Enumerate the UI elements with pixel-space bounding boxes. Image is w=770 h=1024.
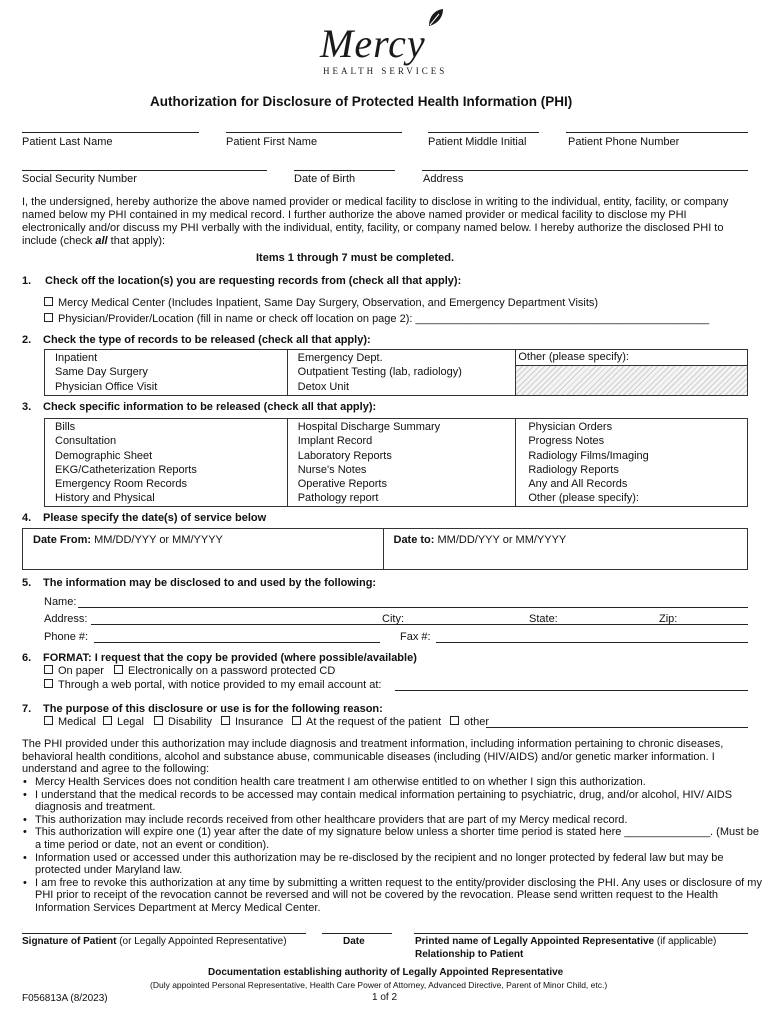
info-option[interactable]: Operative Reports — [297, 478, 387, 491]
info-option[interactable]: Any and All Records — [528, 478, 628, 491]
info-option[interactable]: Radiology Reports — [528, 463, 619, 476]
record-type-other-field[interactable] — [516, 365, 747, 395]
list-item: • This authorization may include records received from other healthcare providers that are part of my Mercy medical record. — [35, 814, 765, 827]
printed-name-label: Printed name of Legally Appointed Representative (if applicable) — [415, 936, 717, 947]
info-option[interactable]: Radiology Films/Imaging — [528, 449, 649, 462]
patient-phone-label: Patient Phone Number — [568, 136, 680, 148]
list-item: • This authorization will expire one (1) year after the date of my signature below unless a shorter time period is stated here ______________. (Must be a time period or date, not an event or condition). — [35, 826, 765, 851]
record-type-option[interactable]: Outpatient Testing (lab, radiology) — [297, 366, 462, 379]
info-option[interactable]: Bills — [55, 421, 76, 433]
section5-number: 5. — [22, 577, 32, 589]
list-item: • Information used or accessed under this authorization may be re-disclosed by the recipient and no longer protected by federal law but may be protected under Maryland law. — [35, 852, 765, 877]
purpose-legal[interactable]: Legal — [103, 716, 144, 728]
section4-number: 4. — [22, 512, 32, 524]
page-number: 1 of 2 — [372, 992, 398, 1003]
checkbox[interactable] — [103, 716, 112, 725]
record-type-other[interactable]: Other (please specify): — [518, 351, 629, 363]
record-type-option[interactable]: Same Day Surgery — [55, 366, 148, 379]
signature-line[interactable] — [22, 933, 306, 934]
location-option-mercy[interactable]: Mercy Medical Center (Includes Inpatient, Same Day Surgery, Observation, and Emergency Department Visits) — [44, 297, 598, 309]
section2-heading: Check the type of records to be released (check all that apply): — [43, 334, 371, 346]
list-item: • Mercy Health Services does not condition health care treatment I am otherwise entitled to on whether I sign this authorization. — [35, 776, 765, 789]
purpose-insurance[interactable]: Insurance — [221, 716, 283, 728]
checkbox[interactable] — [44, 716, 53, 725]
section6-number: 6. — [22, 652, 32, 664]
recipient-address-field[interactable] — [91, 624, 748, 625]
record-type-option[interactable]: Inpatient — [55, 352, 98, 364]
record-type-table — [44, 349, 748, 396]
location-option-physician[interactable]: Physician/Provider/Location (fill in name or check off location on page 2): ________________________________________________ — [44, 313, 709, 325]
email-field[interactable] — [395, 690, 748, 691]
info-option[interactable]: History and Physical — [55, 492, 155, 505]
disclosure-paragraph: The PHI provided under this authorization may include diagnosis and treatment information, including information pertaining to chronic diseases, behavioral health conditions, alcohol and substance abuse, communicable diseases (including (HIV/AIDS) and/or genetic marker information. I understand and agree to the following: — [22, 738, 724, 776]
documentation-label: Documentation establishing authority of Legally Appointed Representative — [208, 967, 564, 978]
info-option[interactable]: Implant Record — [297, 435, 373, 448]
info-option[interactable]: Demographic Sheet — [55, 449, 153, 462]
logo-subtitle: HEALTH SERVICES — [323, 66, 448, 76]
checkbox[interactable] — [292, 716, 301, 725]
format-electronic-cd[interactable]: Electronically on a password protected CD — [114, 665, 335, 677]
ssn-label: Social Security Number — [22, 173, 137, 185]
info-option[interactable]: Emergency Room Records — [55, 478, 188, 491]
checkbox[interactable] — [44, 679, 53, 688]
recipient-state-label: State: — [529, 613, 558, 625]
section1-number: 1. — [22, 275, 32, 287]
section2-number: 2. — [22, 334, 32, 346]
documentation-note: (Duly appointed Personal Representative, Health Care Power of Attorney, Advanced Directive, Parent of Minor Child, etc.) — [150, 980, 608, 990]
recipient-name-field[interactable] — [78, 607, 748, 608]
record-type-option[interactable]: Emergency Dept. — [297, 352, 383, 364]
disclosure-bullets — [22, 776, 765, 915]
purpose-patient-request[interactable]: At the request of the patient — [292, 716, 441, 728]
recipient-phone-label: Phone #: — [44, 631, 89, 643]
record-type-option[interactable]: Detox Unit — [297, 380, 349, 393]
checkbox[interactable] — [44, 665, 53, 674]
section7-number: 7. — [22, 703, 32, 715]
patient-first-name-label: Patient First Name — [226, 136, 318, 148]
form-id: F056813A (8/2023) — [22, 993, 108, 1004]
relationship-label: Relationship to Patient — [415, 949, 524, 960]
signature-label: Signature of Patient (or Legally Appointed Representative) — [22, 936, 287, 947]
leaf-icon — [427, 8, 445, 28]
info-option[interactable]: Nurse's Notes — [297, 463, 367, 476]
date-label: Date — [343, 936, 365, 947]
logo-wordmark: Mercy — [320, 21, 426, 66]
page-title: Authorization for Disclosure of Protected Health Information (PHI) — [150, 94, 573, 109]
date-to-field[interactable]: Date to: MM/DD/YYY or MM/YYYY — [383, 529, 748, 570]
section7-heading: The purpose of this disclosure or use is for the following reason: — [43, 703, 383, 715]
recipient-name-label: Name: — [44, 596, 77, 608]
checkbox[interactable] — [44, 313, 53, 322]
format-web-portal[interactable]: Through a web portal, with notice provided to my email account at: — [44, 679, 381, 691]
info-option[interactable]: Physician Orders — [528, 421, 613, 433]
recipient-city-label: City: — [382, 613, 404, 625]
intro-paragraph: I, the undersigned, hereby authorize the above named provider or medical facility to disclose in writing to the individual, entity, facility, or company named below my PHI contained in my medical record. I further authorize the above named provider or medical facility to disclose my PHI electronically and/or discuss my PHI verbally with the individual, entity, facility, or company named below. I hereby authorize the disclosed PHI to include (check all that apply): — [22, 196, 729, 247]
purpose-disability[interactable]: Disability — [154, 716, 212, 728]
checkbox[interactable] — [450, 716, 459, 725]
date-line[interactable] — [322, 933, 392, 934]
recipient-phone-field[interactable] — [94, 642, 380, 643]
specific-info-table — [44, 418, 748, 507]
section5-heading: The information may be disclosed to and used by the following: — [43, 577, 377, 589]
recipient-fax-field[interactable] — [436, 642, 748, 643]
section3-heading: Check specific information to be released (check all that apply): — [43, 401, 377, 413]
recipient-address-label: Address: — [44, 613, 88, 625]
checkbox[interactable] — [154, 716, 163, 725]
info-option[interactable]: Consultation — [55, 435, 117, 448]
section4-heading: Please specify the date(s) of service below — [43, 512, 267, 524]
service-dates-table — [22, 528, 748, 570]
purpose-other-field[interactable] — [486, 727, 748, 728]
section3-number: 3. — [22, 401, 32, 413]
format-on-paper[interactable]: On paper — [44, 665, 104, 677]
printed-name-line[interactable] — [414, 933, 748, 934]
checkbox[interactable] — [221, 716, 230, 725]
list-item: • I understand that the medical records to be accessed may contain medical information pertaining to psychiatric, drug, and/or alcohol, HIV/ AIDS diagnosis and treatment. — [35, 789, 765, 814]
date-from-field[interactable]: Date From: MM/DD/YYY or MM/YYYY — [23, 529, 384, 570]
info-option[interactable]: Hospital Discharge Summary — [297, 421, 441, 433]
info-option[interactable]: Other (please specify): — [528, 492, 639, 505]
info-option[interactable]: Laboratory Reports — [297, 449, 392, 462]
info-option[interactable]: EKG/Catheterization Reports — [55, 463, 197, 476]
recipient-zip-label: Zip: — [659, 613, 678, 625]
list-item: • I am free to revoke this authorization at any time by submitting a written request to the entity/provider disclosing the PHI. Any uses or disclosure of my PHI prior to receipt of the revocation cannot be reversed and will not be covered by the revocation. Please send written request to the Health Information Services Department at Mercy Medical Center. — [35, 877, 765, 915]
patient-middle-initial-label: Patient Middle Initial — [428, 136, 527, 148]
dob-label: Date of Birth — [294, 173, 356, 185]
record-type-option[interactable]: Physician Office Visit — [55, 380, 158, 393]
checkbox[interactable] — [44, 297, 53, 306]
items-note: Items 1 through 7 must be completed. — [256, 252, 455, 264]
purpose-medical[interactable]: Medical — [44, 716, 96, 728]
purpose-other[interactable]: other — [450, 716, 489, 728]
info-option[interactable]: Progress Notes — [528, 435, 605, 448]
section6-heading: FORMAT: I request that the copy be provided (where possible/available) — [43, 652, 417, 664]
logo — [320, 14, 455, 80]
address-label: Address — [423, 173, 464, 185]
info-option[interactable]: Pathology report — [297, 492, 379, 505]
patient-last-name-label: Patient Last Name — [22, 136, 113, 148]
checkbox[interactable] — [114, 665, 123, 674]
recipient-fax-label: Fax #: — [400, 631, 431, 643]
section1-heading: Check off the location(s) you are requesting records from (check all that apply): — [45, 275, 462, 287]
